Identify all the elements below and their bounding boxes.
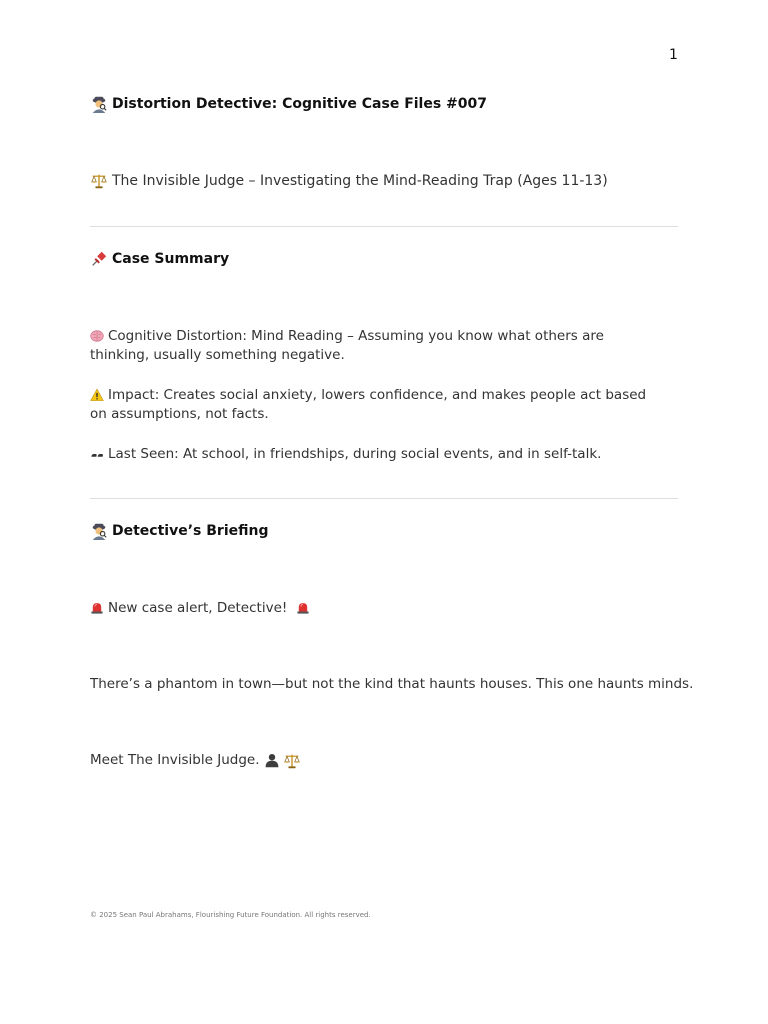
warning-icon (90, 388, 104, 402)
copyright-footer: © 2025 Sean Paul Abrahams, Flourishing Future Foundation. All rights reserved. (90, 911, 371, 919)
meet-text: Meet The Invisible Judge. (90, 752, 260, 768)
document-subtitle (90, 172, 608, 190)
document-title (90, 95, 487, 113)
phantom-paragraph: There’s a phantom in town—but not the kind that haunts houses. This one haunts minds. (90, 676, 694, 692)
impact-text: Impact: Creates social anxiety, lowers confidence, and makes people act based on assumptions, not facts. (90, 387, 647, 422)
siren-icon (90, 601, 104, 615)
pushpin-icon (90, 250, 108, 268)
last-seen-paragraph (90, 445, 650, 464)
subtitle-text: The Invisible Judge – Investigating the Mind-Reading Trap (Ages 11-13) (112, 173, 608, 189)
divider (90, 498, 678, 499)
title-text: Distortion Detective: Cognitive Case Files #007 (112, 96, 488, 112)
distortion-paragraph (90, 327, 650, 365)
case-summary-heading-text: Case Summary (112, 251, 230, 267)
meet-icons (264, 752, 302, 770)
siren-icon (296, 601, 310, 615)
silhouette-icon (264, 752, 282, 770)
scales-icon (90, 172, 108, 190)
divider (90, 226, 678, 227)
detective-icon (90, 522, 108, 540)
briefing-heading-text: Detective’s Briefing (112, 523, 269, 539)
case-summary-heading (90, 250, 229, 268)
meet-paragraph (90, 751, 302, 770)
scales-icon (283, 752, 301, 770)
impact-paragraph (90, 386, 650, 424)
briefing-heading (90, 522, 268, 540)
alert-text: New case alert, Detective! (108, 600, 288, 616)
last-seen-text: Last Seen: At school, in friendships, during social events, and in self-talk. (108, 446, 602, 462)
footprints-icon (90, 447, 104, 461)
brain-icon (90, 329, 104, 343)
page-number: 1 (669, 47, 678, 63)
distortion-text: Cognitive Distortion: Mind Reading – Assuming you know what others are thinking, usually something negative. (90, 328, 604, 363)
alert-paragraph (90, 599, 650, 618)
detective-icon (90, 95, 108, 113)
